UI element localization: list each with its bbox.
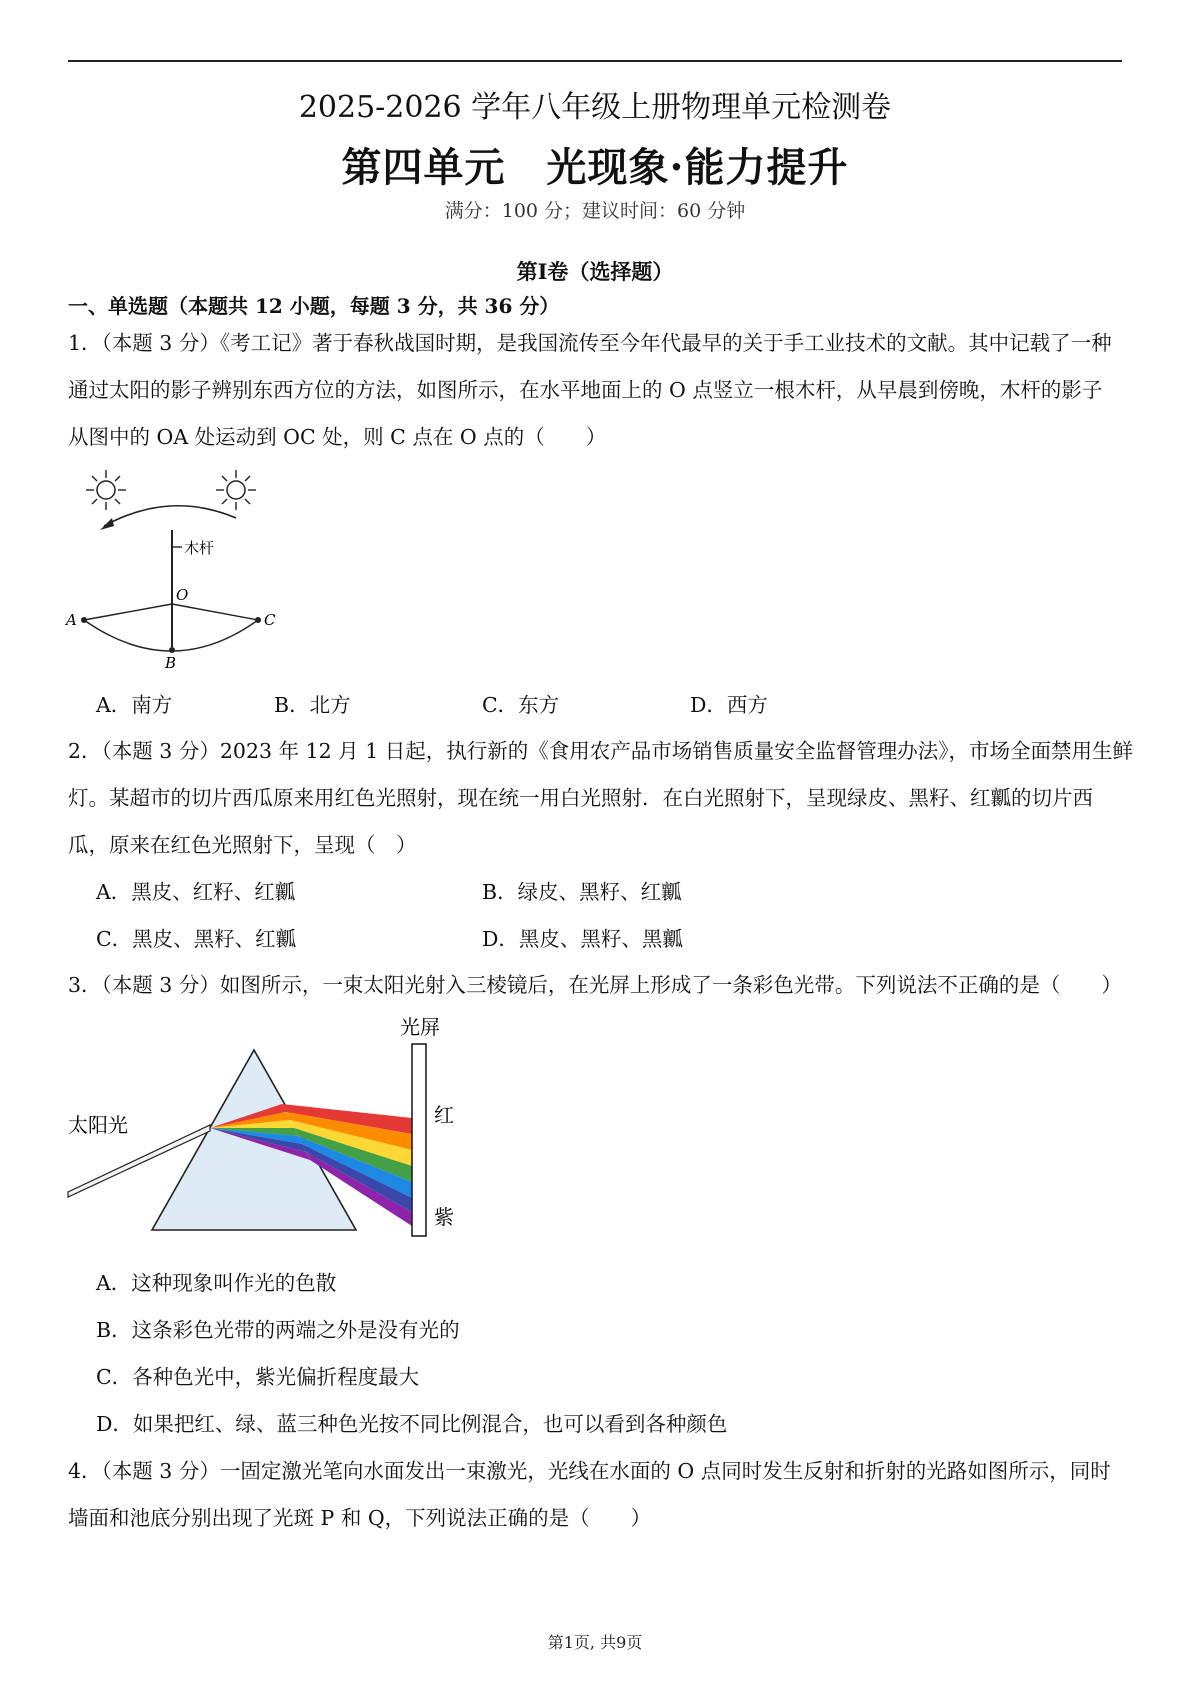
point-b-label: B [165, 654, 177, 672]
q2-option-c: C．黑皮、黑籽、红瓤 [96, 927, 297, 951]
q2-line-1: 2．（本题 3 分）2023 年 12 月 1 日起，执行新的《食用农产品市场销售质量安全监督管理办法》，市场全面禁用生鲜 [68, 739, 1133, 763]
purple-label: 紫 [434, 1205, 454, 1229]
exam-meta: 满分：100 分；建议时间：60 分钟 [444, 200, 746, 222]
q1-figure [60, 462, 300, 672]
screen-label: 光屏 [400, 1015, 440, 1039]
q3-option-d: D．如果把红、绿、蓝三种色光按不同比例混合，也可以看到各种颜色 [96, 1412, 728, 1436]
point-a-label: A [66, 611, 77, 629]
q2-option-a: A．黑皮、红籽、红瓤 [96, 880, 296, 904]
sun-icon-right [216, 470, 256, 510]
q3-option-b: B．这条彩色光带的两端之外是没有光的 [96, 1318, 460, 1342]
q2-line-2: 灯。某超市的切片西瓜原来用红色光照射，现在统一用白光照射．在白光照射下，呈现绿皮、黑籽、红瓤的切片西 [68, 786, 1093, 810]
unit-title: 第四单元 光现象·能力提升 [341, 144, 849, 191]
section-title: 第Ⅰ卷（选择题） [516, 259, 674, 284]
q4-line-2: 墙面和池底分别出现了光斑 P 和 Q，下列说法正确的是（ ） [68, 1506, 652, 1530]
q2-line-3: 瓜，原来在红色光照射下，呈现（ ） [68, 833, 417, 857]
top-rule [68, 60, 1122, 62]
sun-icon-left [86, 470, 126, 510]
arrowhead-icon [100, 518, 114, 530]
q2-option-d: D．黑皮、黑籽、黑瓤 [482, 927, 683, 951]
q3-line-1: 3．（本题 3 分）如图所示，一束太阳光射入三棱镜后，在光屏上形成了一条彩色光带。下列说法不正确的是（ ） [68, 973, 1122, 997]
q1-line-1: 1．（本题 3 分）《考工记》著于春秋战国时期，是我国流传至今年代最早的关于手工业技术的文献。其中记载了一种 [68, 331, 1112, 355]
q4-line-1: 4．（本题 3 分）一固定激光笔向水面发出一束激光，光线在水面的 O 点同时发生反射和折射的光路如图所示，同时 [68, 1459, 1111, 1483]
page-footer: 第1页, 共9页 [547, 1633, 643, 1652]
q1-line-2: 通过太阳的影子辨别东西方位的方法，如图所示，在水平地面上的 O 点竖立一根木杆，从早晨到傍晚，木杆的影子 [68, 378, 1103, 402]
subsection-title: 一、单选题（本题共 12 小题，每题 3 分，共 36 分） [68, 294, 560, 318]
sun-path-arrow [104, 506, 236, 526]
red-label: 红 [434, 1103, 454, 1127]
q3-option-c: C．各种色光中，紫光偏折程度最大 [96, 1365, 420, 1389]
q1-line-3: 从图中的 OA 处运动到 OC 处，则 C 点在 O 点的（ ） [68, 425, 607, 449]
point-o-label: O [176, 586, 189, 604]
sunlight-label: 太阳光 [68, 1113, 128, 1137]
q1-option-b: B．北方 [274, 693, 351, 717]
q3-option-a: A．这种现象叫作光的色散 [96, 1271, 337, 1295]
q1-option-d: D．西方 [690, 693, 768, 717]
shadow-oc [172, 604, 258, 620]
q1-option-a: A．南方 [96, 693, 173, 717]
q2-option-b: B．绿皮、黑籽、红瓤 [482, 880, 682, 904]
pole-label: 木杆 [184, 539, 215, 557]
point-c-label: C [264, 611, 276, 629]
q1-option-c: C．东方 [482, 693, 560, 717]
q3-prism-figure [60, 1012, 480, 1242]
exam-title: 2025-2026 学年八年级上册物理单元检测卷 [298, 90, 892, 125]
shadow-oa [84, 604, 172, 620]
light-screen [412, 1044, 426, 1236]
